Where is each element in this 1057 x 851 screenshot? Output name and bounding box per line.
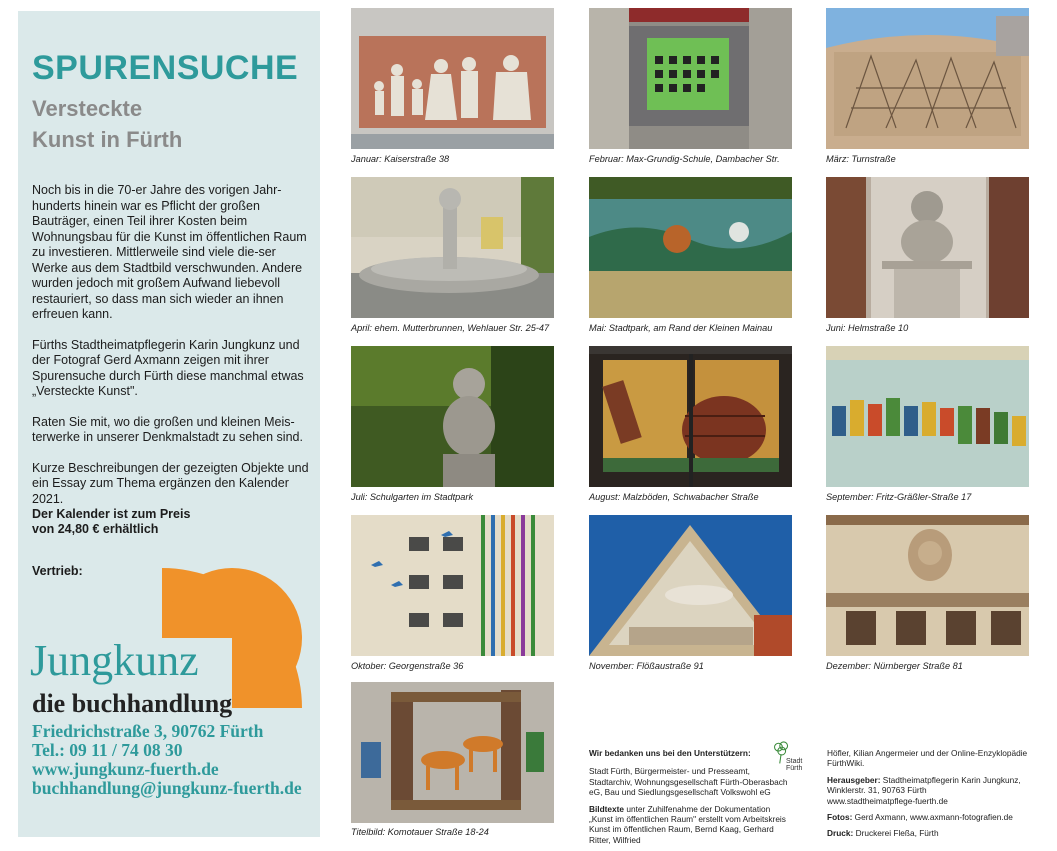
caption-september: September: Fritz-Gräßler-Straße 17 bbox=[826, 492, 972, 502]
caption-october: Oktober: Georgenstraße 36 bbox=[351, 661, 464, 671]
thanks-heading: Wir bedanken uns bei den Unterstützern: bbox=[589, 748, 751, 758]
subtitle-line-1: Versteckte bbox=[32, 96, 143, 121]
credits-thanks bbox=[589, 748, 789, 851]
price-line-2: von 24,80 € erhältlich bbox=[32, 522, 159, 536]
address: Friedrichstraße 3, 90762 Fürth bbox=[32, 721, 264, 741]
bildtexte-text: unter Zuhilfenahme der Dokumentation „Kunst im öffentlichen Raum" erstellt vom Arbeitskreis Kunst im öffentlichen Raum, Bernd Kaag, Gerhard Ritter, Wilfried bbox=[589, 803, 786, 845]
caption-february: Februar: Max-Grundig-Schule, Dambacher Str. bbox=[589, 154, 780, 164]
thanks-text: Stadt Fürth, Bürgermeister- und Presseamt, Stadtarchiv, Wohnungsgesellschaft Fürth-Oberasbach eG, Bau und Siedlungsgesellschaft Volkswohl eG bbox=[589, 766, 788, 798]
photo-january-relief bbox=[351, 8, 554, 149]
caption-november: November: Flößaustraße 91 bbox=[589, 661, 704, 671]
caption-april: April: ehem. Mutterbrunnen, Wehlauer Str. 25-47 bbox=[351, 323, 550, 333]
panel-title: SPURENSUCHE bbox=[32, 49, 299, 87]
caption-may: Mai: Stadtpark, am Rand der Kleinen Mainau bbox=[589, 323, 773, 333]
herausgeber-text: Stadtheimatpflegerin Karin Jungkunz, Winklerstr. 31, 90763 Fürth bbox=[827, 774, 1021, 796]
caption-december: Dezember: Nürnberger Straße 81 bbox=[826, 661, 963, 671]
email-link[interactable]: buchhandlung@jungkunz-fuerth.de bbox=[32, 778, 302, 798]
herausgeber-website[interactable]: www.stadtheimatpflege-fuerth.de bbox=[827, 795, 948, 806]
photo-cover-deer-sculpture bbox=[351, 682, 554, 823]
paragraph: Noch bis in die 70-er Jahre des vorigen Jahr-hunderts hinein war es Pflicht der großen Bauträger, einen Teil ihrer Kosten beim Wohnungsbau für die Kunst im öffentlichen Raum zu investieren. Mittlerweile sind viele die-ser Werke aus dem Stadtbild verschwunden. Andere wurden jedoch mit großem Aufwand liebevoll restauriert, so dass man sich wieder an ihnen erfreuen kann. bbox=[32, 183, 307, 321]
stadt-logo-line-2: Fürth bbox=[786, 765, 803, 772]
paragraph: Raten Sie mit, wo die großen und kleinen Meis-terwerke in unserer Denkmalstadt zu sehen sind. bbox=[32, 414, 303, 444]
contact-block bbox=[32, 722, 302, 798]
stadt-fuerth-logo bbox=[770, 740, 810, 780]
panel-subtitle bbox=[32, 93, 182, 155]
caption-cover: Titelbild: Komotauer Straße 18-24 bbox=[351, 827, 489, 837]
photo-may-mural-wall bbox=[589, 177, 792, 318]
fotos-label: Fotos: bbox=[827, 812, 853, 823]
caption-august: August: Malzböden, Schwabacher Straße bbox=[589, 492, 759, 502]
bookstore-logo-name: Jungkunz bbox=[30, 636, 199, 685]
bildtexte-label: Bildtexte bbox=[589, 803, 625, 814]
druck-text: Druckerei Fleßa, Fürth bbox=[853, 828, 939, 839]
paragraph: Fürths Stadtheimatpflegerin Karin Jungkunz und der Fotograf Gerd Axmann zeigen mit ihrer Spurensuche durch Fürth diese manchmal etwas „Versteckte Kunst". bbox=[32, 337, 304, 398]
photo-july-statue bbox=[351, 346, 554, 487]
photo-october-facade bbox=[351, 515, 554, 656]
phone: Tel.: 09 11 / 74 08 30 bbox=[32, 740, 183, 760]
caption-july: Juli: Schulgarten im Stadtpark bbox=[351, 492, 474, 502]
caption-january: Januar: Kaiserstraße 38 bbox=[351, 154, 450, 164]
price-line-1: Der Kalender ist zum Preis bbox=[32, 507, 191, 521]
paragraph: Kurze Beschreibungen der gezeigten Objekte und ein Essay zum Thema ergänzen den Kalender 2021. bbox=[32, 460, 309, 506]
website-link[interactable]: www.jungkunz-fuerth.de bbox=[32, 759, 219, 779]
photo-september-mosaic bbox=[826, 346, 1029, 487]
subtitle-line-2: Kunst in Fürth bbox=[32, 127, 183, 152]
continued-text: Höfler, Kilian Angermeier und der Online-Enzyklopädie FürthWiki. bbox=[827, 748, 1028, 769]
herausgeber-label: Herausgeber: bbox=[827, 774, 881, 785]
description-text bbox=[32, 183, 314, 522]
price-note bbox=[32, 507, 190, 537]
photo-april-fountain bbox=[351, 177, 554, 318]
credits-publisher bbox=[827, 748, 1042, 845]
vertrieb-label: Vertrieb: bbox=[32, 564, 83, 578]
caption-march: März: Turnstraße bbox=[826, 154, 896, 164]
stadt-logo-line-1: Stadt bbox=[786, 758, 803, 765]
caption-june: Juni: Helmstraße 10 bbox=[826, 323, 909, 333]
info-panel bbox=[18, 11, 320, 837]
druck-label: Druck: bbox=[827, 828, 854, 839]
photo-february-panel bbox=[589, 8, 792, 149]
fotos-text: Gerd Axmann, www.axmann-fotografien.de bbox=[852, 812, 1013, 823]
photo-august-stained-glass bbox=[589, 346, 792, 487]
photo-december-ornament bbox=[826, 515, 1029, 656]
photo-november-gable bbox=[589, 515, 792, 656]
bookstore-logo-tagline: die buchhandlung bbox=[32, 689, 233, 718]
photo-march-mural bbox=[826, 8, 1029, 149]
photo-june-sculpture bbox=[826, 177, 1029, 318]
